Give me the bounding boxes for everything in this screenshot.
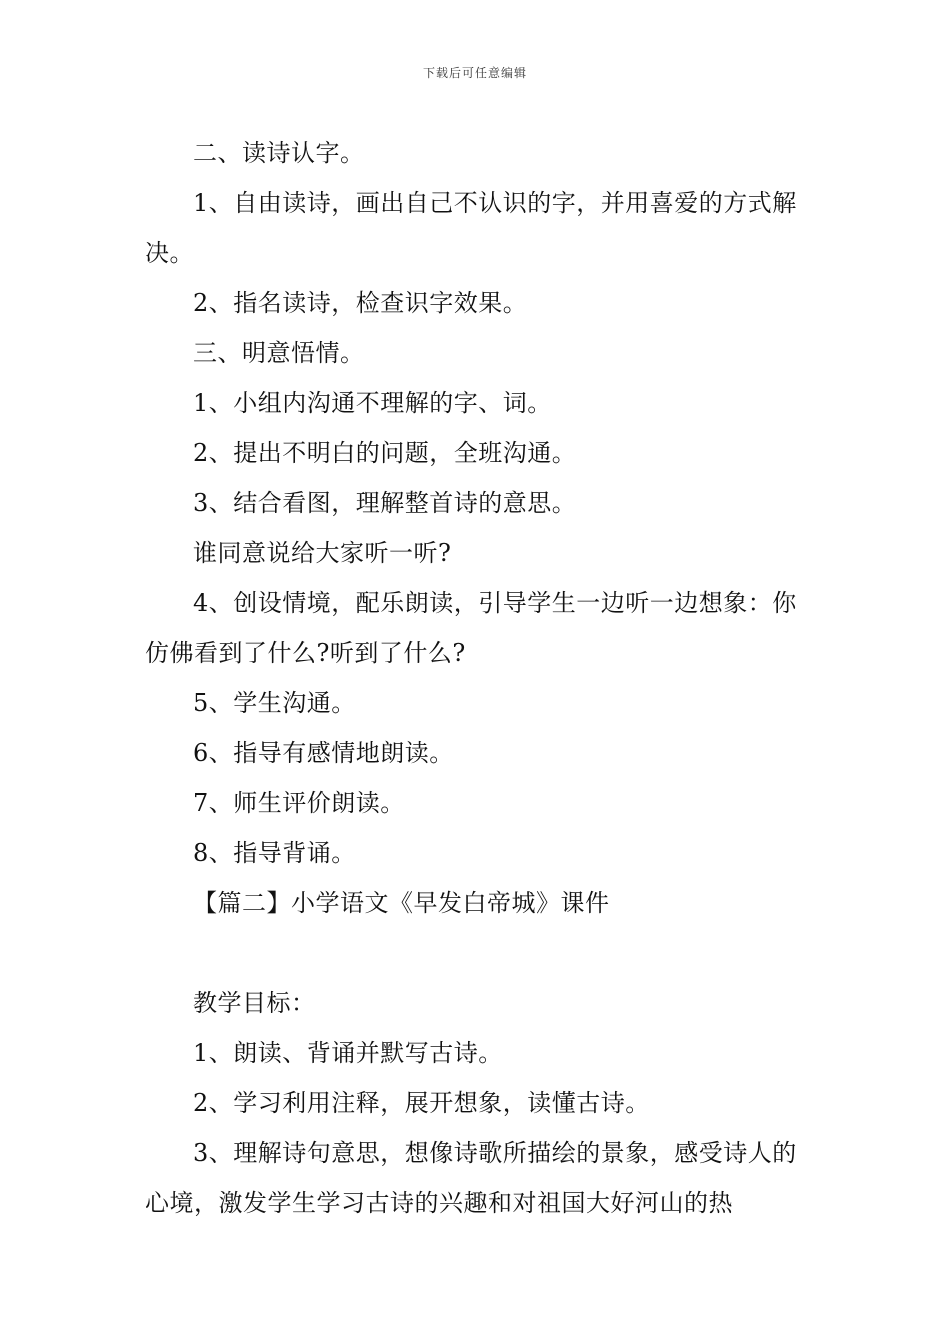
paragraph: 2、学习利用注释，展开想象，读懂古诗。 <box>193 1089 650 1117</box>
paragraph: 1、自由读诗，画出自己不认识的字，并用喜爱的方式解决。 <box>145 189 797 267</box>
paragraph: 2、指名读诗，检查识字效果。 <box>193 289 528 317</box>
section-heading-read-poem: 二、读诗认字。 <box>193 139 365 167</box>
blank-line <box>145 928 810 978</box>
paragraph: 3、理解诗句意思，想像诗歌所描绘的景象，感受诗人的心境，激发学生学习古诗的兴趣和对祖国大好河山的热 <box>145 1139 797 1217</box>
paragraph: 3、结合看图，理解整首诗的意思。 <box>193 489 577 517</box>
page-header: 下载后可任意编辑 <box>422 66 527 80</box>
paragraph: 1、小组内沟通不理解的字、词。 <box>193 389 552 417</box>
section-title-part-two: 【篇二】小学语文《早发白帝城》课件 <box>193 889 610 917</box>
paragraph: 2、提出不明白的问题，全班沟通。 <box>193 439 577 467</box>
paragraph: 4、创设情境，配乐朗读，引导学生一边听一边想象：你仿佛看到了什么?听到了什么? <box>145 589 797 667</box>
paragraph: 1、朗读、背诵并默写古诗。 <box>193 1039 503 1067</box>
section-heading-understand: 三、明意悟情。 <box>193 339 365 367</box>
paragraph: 8、指导背诵。 <box>193 839 356 867</box>
section-heading-objectives: 教学目标： <box>193 989 316 1017</box>
paragraph: 7、师生评价朗读。 <box>193 789 405 817</box>
paragraph: 谁同意说给大家听一听? <box>193 539 452 567</box>
paragraph: 5、学生沟通。 <box>193 689 356 717</box>
paragraph: 6、指导有感情地朗读。 <box>193 739 454 767</box>
document-body <box>145 128 810 1228</box>
